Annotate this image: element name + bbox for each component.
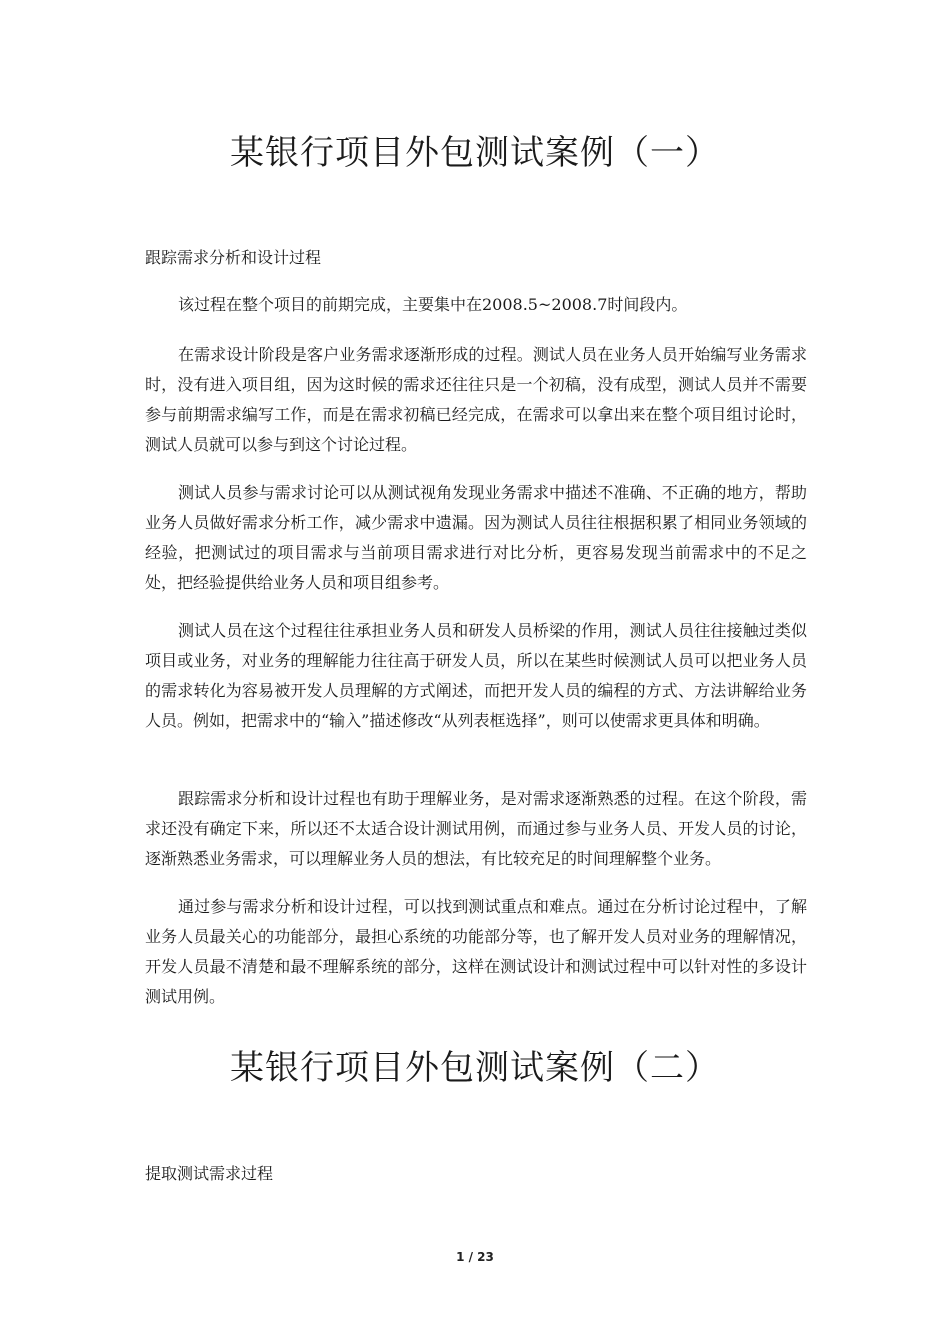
paragraph-5: 跟踪需求分析和设计过程也有助于理解业务，是对需求逐渐熟悉的过程。在这个阶段，需求还没有确定下来，所以还不太适合设计测试用例，而通过参与业务人员、开发人员的讨论，逐渐熟悉业务需求，可以理解业务人员的想法，有比较充足的时间理解整个业务。 (145, 789, 807, 868)
page-number: 1 / 23 (456, 1250, 494, 1264)
section-heading-1: 跟踪需求分析和设计过程 (145, 248, 322, 267)
document-title-1: 某银行项目外包测试案例（一） (230, 133, 720, 173)
paragraph-6: 通过参与需求分析和设计过程，可以找到测试重点和难点。通过在分析讨论过程中，了解业务人员最关心的功能部分，最担心系统的功能部分等，也了解开发人员对业务的理解情况，开发人员最不清楚和最不理解系统的部分，这样在测试设计和测试过程中可以针对性的多设计测试用例。 (145, 897, 807, 1006)
document-title-2: 某银行项目外包测试案例（二） (230, 1048, 720, 1088)
paragraph-2: 在需求设计阶段是客户业务需求逐渐形成的过程。测试人员在业务人员开始编写业务需求时，没有进入项目组，因为这时候的需求还往往只是一个初稿，没有成型，测试人员并不需要参与前期需求编写工作，而是在需求初稿已经完成，在需求可以拿出来在整个项目组讨论时，测试人员就可以参与到这个讨论过程。 (145, 345, 807, 454)
paragraph-3: 测试人员参与需求讨论可以从测试视角发现业务需求中描述不准确、不正确的地方，帮助业务人员做好需求分析工作，减少需求中遗漏。因为测试人员往往根据积累了相同业务领域的经验，把测试过的项目需求与当前项目需求进行对比分析，更容易发现当前需求中的不足之处，把经验提供给业务人员和项目组参考。 (145, 483, 807, 592)
paragraph-1: 该过程在整个项目的前期完成，主要集中在2008.5~2008.7时间段内。 (178, 295, 688, 314)
paragraph-4: 测试人员在这个过程往往承担业务人员和研发人员桥梁的作用，测试人员往往接触过类似项目或业务，对业务的理解能力往往高于研发人员，所以在某些时候测试人员可以把业务人员的需求转化为容易被开发人员理解的方式阐述，而把开发人员的编程的方式、方法讲解给业务人员。例如，把需求中的“输入”描述修改“从列表框选择”，则可以使需求更具体和明确。 (145, 621, 807, 730)
section-heading-2: 提取测试需求过程 (145, 1164, 274, 1183)
